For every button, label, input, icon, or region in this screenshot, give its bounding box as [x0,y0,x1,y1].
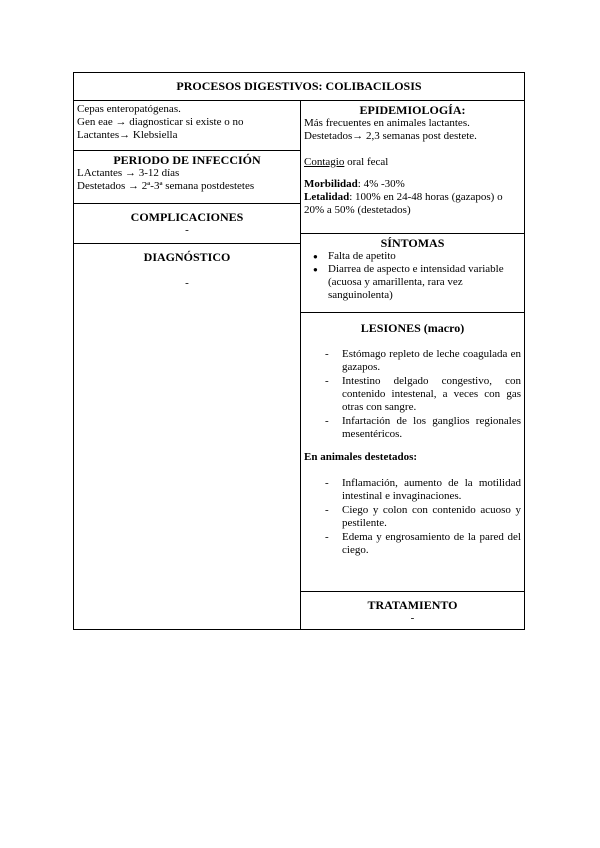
lesions-heading: LESIONES (macro) [360,321,465,335]
treatment-heading: TRATAMIENTO [367,598,458,612]
epidemiology-cell [301,101,524,234]
complications-cell [74,204,300,244]
contagion-line [304,156,521,169]
list-item: ● Falta de apetito [328,250,521,263]
incubation-heading: PERIODO DE INFECCIÓN [113,153,261,167]
list-item: - Estómago repleto de leche coagulada en gazapos. [342,348,521,374]
list-item: - Ciego y colon con contenido acuoso y pestilente. [342,504,521,530]
symptoms-heading: SÍNTOMAS [380,236,445,250]
epidemiology-heading: EPIDEMIOLOGÍA: [359,103,466,117]
weaned-lesions-list [304,477,521,557]
contagion-label: Contagio [304,156,345,168]
list-item: - Edema y engrosamiento de la pared del ciego. [342,531,521,557]
incubation-line-2: Destetados → 2ª-3ª semana postdestetes [77,180,255,192]
list-item: ● Diarrea de aspecto e intensidad variable (acuosa y amarillenta, rara vez sanguinolenta) [328,263,521,302]
list-item: - Inflamación, aumento de la motilidad intestinal e invaginaciones. [342,477,521,503]
morbidity-line [304,178,521,191]
treatment-cell [301,592,524,629]
morbidity-value: : 4% -30% [357,178,405,190]
right-column [301,101,524,629]
lethality-value: : 100% en 24-48 horas (gazapos) o 20% a 50% (destetados) [304,191,503,216]
list-item: - Intestino delgado congestivo, con contenido intestenal, a veces con gas otras con sangre. [342,375,521,414]
diagnosis-value: - [185,277,189,289]
weaned-heading: En animales destetados: [304,451,418,463]
epidemiology-line-2: Destetados→ 2,3 semanas post destete. [304,130,477,142]
diagnosis-heading: DIAGNÓSTICO [143,250,231,264]
list-item: - Infartación de los ganglios regionales mesentéricos. [342,415,521,441]
lethality-line [304,191,521,217]
etiology-cell [74,101,300,151]
epidemiology-line-1: Más frecuentes en animales lactantes. [304,117,470,129]
etiology-line-2: Gen eae → diagnosticar si existe o no [77,116,244,128]
disease-sheet [73,72,525,630]
complications-heading: COMPLICACIONES [130,210,244,224]
lesions-cell [301,313,524,592]
incubation-cell [74,151,300,204]
contagion-value: oral fecal [344,156,389,168]
symptoms-list [304,250,521,302]
left-column [74,101,301,629]
incubation-line-1: LActantes → 3-12 días [77,167,180,179]
diagnosis-cell [74,244,300,629]
morbidity-label: Morbilidad [304,178,358,190]
etiology-line-1: Cepas enteropatógenas. [77,103,181,115]
lesions-list [304,348,521,441]
etiology-line-3: Lactantes→ Klebsiella [77,129,178,141]
symptoms-cell [301,234,524,313]
page-title: PROCESOS DIGESTIVOS: COLIBACILOSIS [74,73,524,101]
complications-value: - [185,224,189,236]
treatment-value: - [410,612,415,624]
lethality-label: Letalidad [304,191,350,203]
